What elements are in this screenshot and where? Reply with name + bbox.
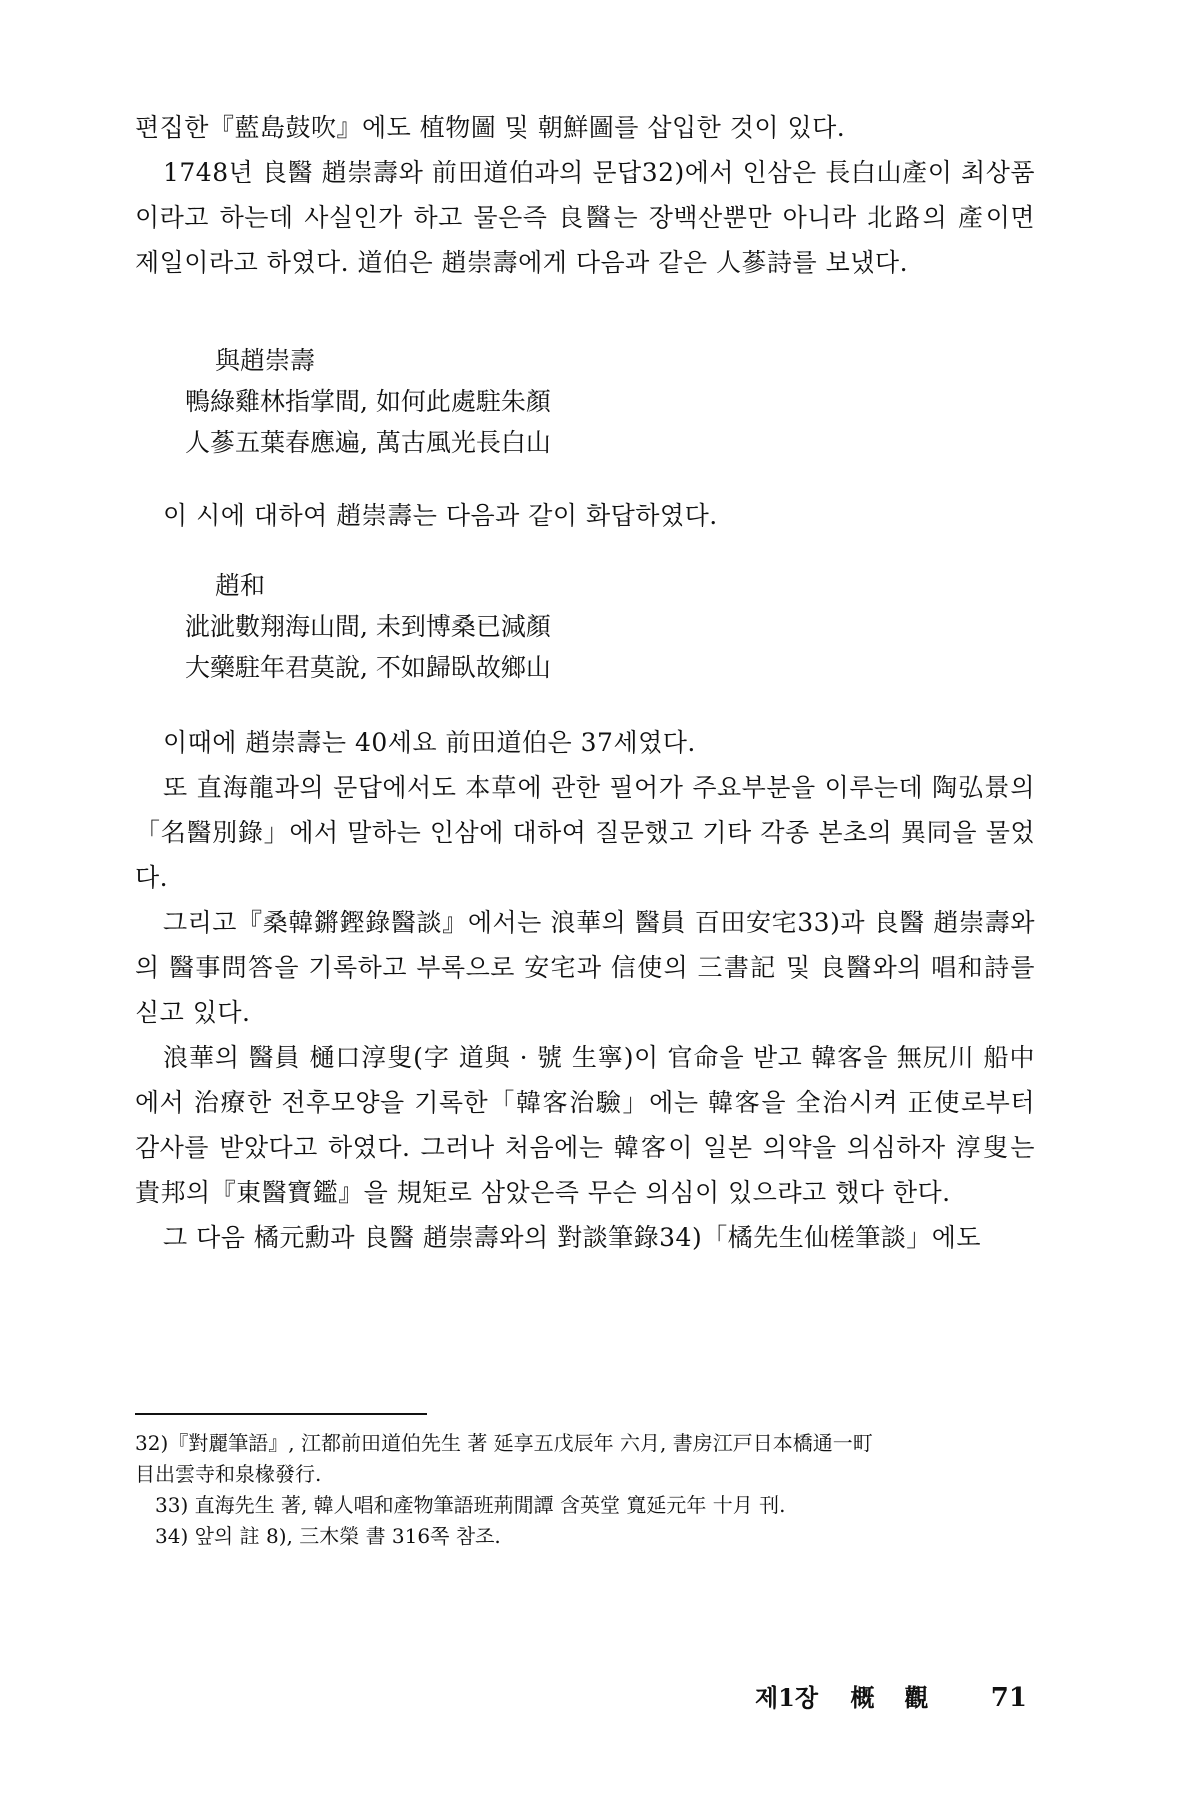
footnote: 33) 直海先生 著, 韓人唱和產物筆語班荊閒譚 含英堂 寬延元年 十月 刊. <box>155 1493 786 1517</box>
poem-title: 趙和 <box>215 571 266 600</box>
poem-line: 大藥駐年君莫說, 不如歸臥故鄉山 <box>185 653 551 682</box>
poem-1 <box>185 340 551 463</box>
body-text-block-1 <box>135 105 1035 285</box>
footnote-divider <box>135 1413 427 1415</box>
poem-title: 與趙崇壽 <box>215 346 316 375</box>
footnote-continuation: 目出雲寺和泉椽發行. <box>135 1462 322 1486</box>
page-number: 71 <box>990 1683 1027 1713</box>
body-paragraph: 그 다음 橘元勳과 良醫 趙崇壽와의 對談筆錄34)「橘先生仙槎筆談」에도 <box>163 1223 982 1252</box>
body-paragraph: 이때에 趙崇壽는 40세요 前田道伯은 37세였다. <box>163 728 696 757</box>
chapter-label: 제1장 <box>755 1683 819 1712</box>
body-paragraph: 이 시에 대하여 趙崇壽는 다음과 같이 화답하였다. <box>163 501 718 530</box>
footnote: 34) 앞의 註 8), 三木榮 書 316쪽 참조. <box>155 1524 501 1548</box>
footnote: 32)『對麗筆語』, 江都前田道伯先生 著 延享五戊辰年 六月, 書房江戸日本橋通一町 <box>135 1431 873 1455</box>
poem-2 <box>185 565 551 688</box>
chapter-title: 概觀 <box>850 1683 959 1712</box>
body-text-block-3 <box>135 720 1035 1260</box>
body-paragraph: 편집한『藍島鼓吹』에도 植物圖 및 朝鮮圖를 삽입한 것이 있다. <box>135 113 846 142</box>
body-paragraph: 또 直海龍과의 문답에서도 本草에 관한 필어가 주요부분을 이루는데 陶弘景의「名醫別錄」에서 말하는 인삼에 대하여 질문했고 기타 각종 본초의 異同을 물었다. <box>135 773 1035 892</box>
body-text-block-2 <box>135 493 1035 538</box>
body-paragraph: 浪華의 醫員 樋口淳叟(字 道與 · 號 生寧)이 官命을 받고 韓客을 無尻川 船中에서 治療한 전후모양을 기록한「韓客治驗」에는 韓客을 全治시켜 正使로부터 감사를 받았다고 하였다. 그러나 처음에는 韓客이 일본 의약을 의심하자 淳叟는 貴邦의『東醫寶鑑』을 規矩로 삼았은즉 무슨 의심이 있으랴고 했다 한다. <box>135 1043 1035 1207</box>
page-footer <box>755 1678 1027 1713</box>
body-paragraph: 1748년 良醫 趙崇壽와 前田道伯과의 문답32)에서 인삼은 長白山產이 최상품이라고 하는데 사실인가 하고 물은즉 良醫는 장백산뿐만 아니라 北路의 產이면 제일이라고 하였다. 道伯은 趙崇壽에게 다음과 같은 人蔘詩를 보냈다. <box>135 158 1035 277</box>
poem-line: 鴨綠雞林指掌間, 如何此處駐朱顏 <box>185 387 551 416</box>
poem-line: 泚泚數翔海山間, 未到博桑已減顏 <box>185 612 551 641</box>
body-paragraph: 그리고『桑韓鏘鏗錄醫談』에서는 浪華의 醫員 百田安宅33)과 良醫 趙崇壽와의 醫事問答을 기록하고 부록으로 安宅과 信使의 三書記 및 良醫와의 唱和詩를 싣고 있다. <box>135 908 1035 1027</box>
footnotes <box>135 1428 1035 1552</box>
poem-line: 人蔘五葉春應遍, 萬古風光長白山 <box>185 428 551 457</box>
